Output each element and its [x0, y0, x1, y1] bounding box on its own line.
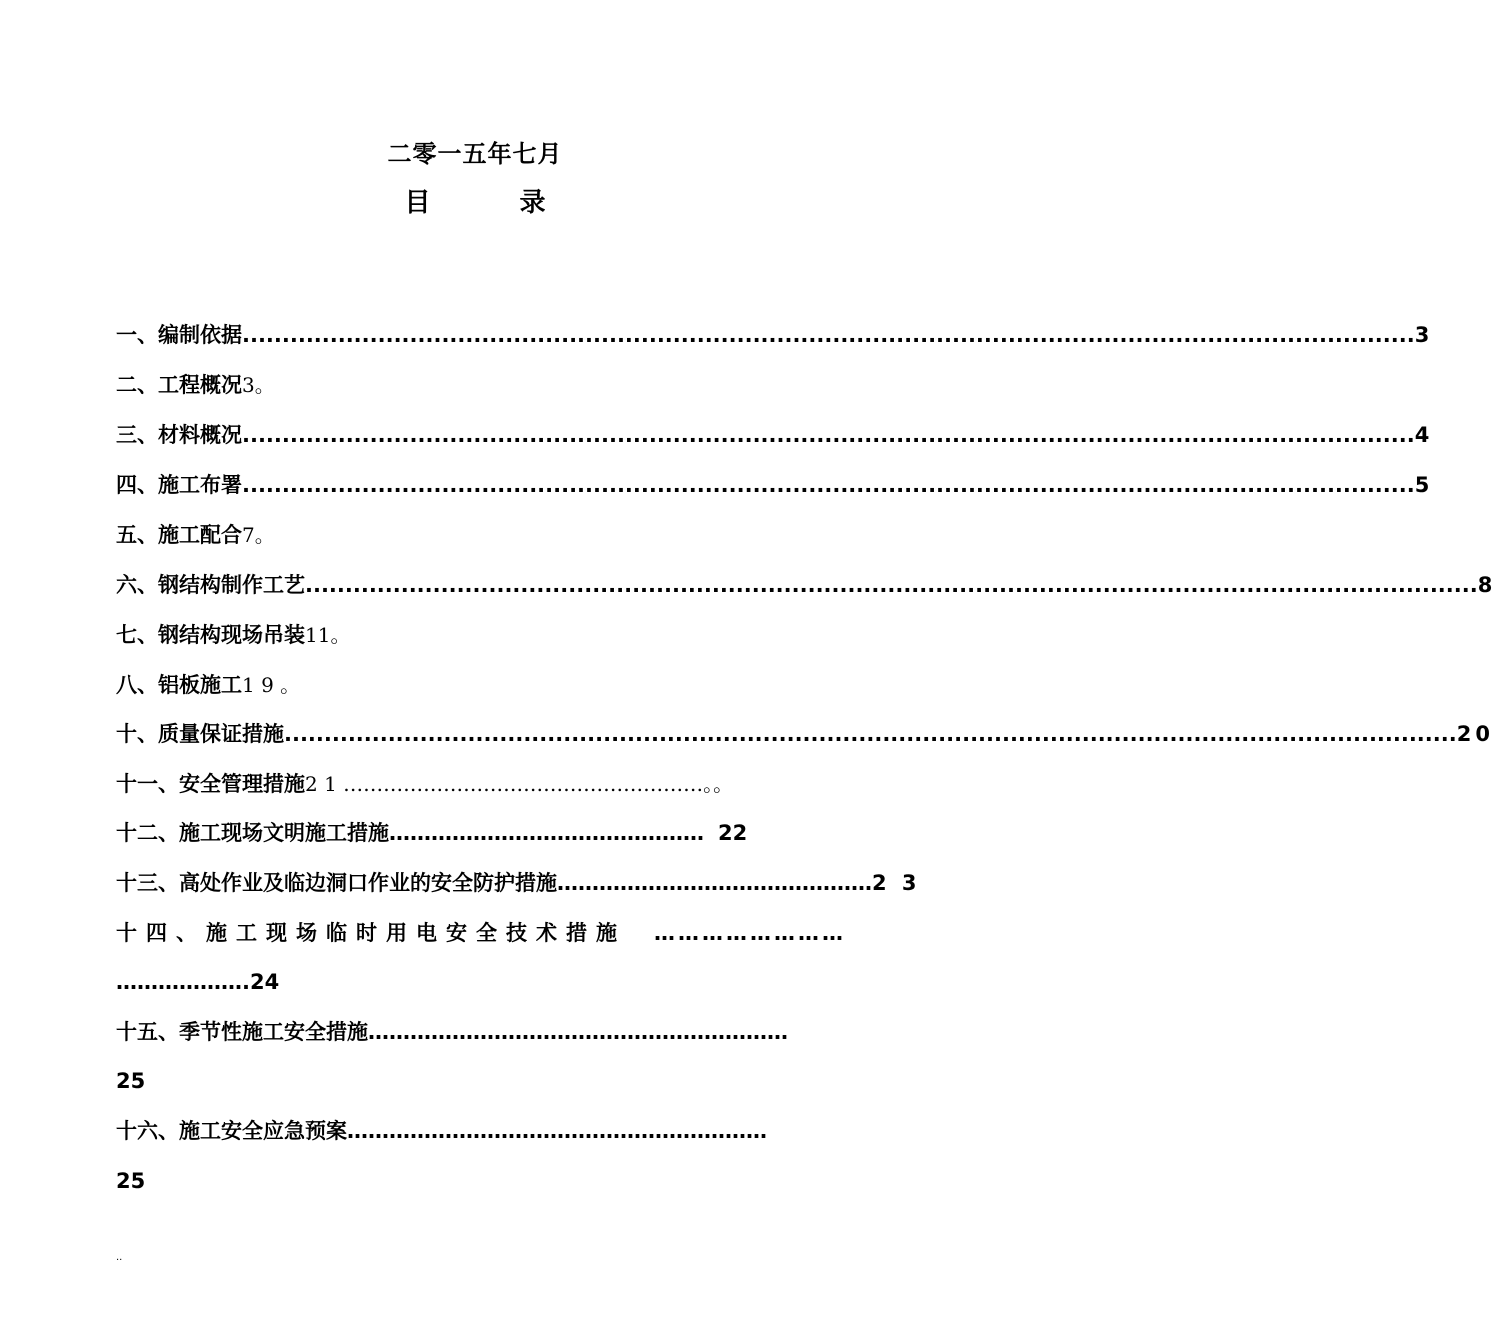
toc-entry[interactable] [116, 1116, 846, 1146]
toc-entry-continuation [116, 967, 846, 997]
toc-entry-page: 22 [718, 821, 748, 845]
toc-entry-leader: ................................................................................................................................................... [242, 323, 1415, 347]
toc-entry[interactable] [116, 620, 846, 650]
toc-entry-label: 十三、高处作业及临边洞口作业的安全防护措施 [116, 871, 557, 895]
toc-entry-label: 二、工程概况 [116, 373, 242, 397]
toc-entry-label: 三、材料概况 [116, 423, 242, 447]
toc-entry-page: 25 [116, 1069, 146, 1093]
toc-entry-continuation [116, 1066, 846, 1096]
toc-entry-leader: …………………………………………………… [347, 1119, 767, 1143]
toc-entry-label: 十五、季节性施工安全措施 [116, 1020, 368, 1044]
toc-entry-page: 7。 [242, 523, 275, 547]
toc-entry-page: 5 [1414, 473, 1430, 497]
toc-entry-label: 四、施工布署 [116, 473, 242, 497]
toc-entry-leader: ................................................................................................................................................... [284, 722, 1457, 746]
toc-entry[interactable] [116, 570, 1493, 600]
toc-title [0, 182, 950, 219]
toc-entry[interactable] [116, 420, 1430, 450]
toc-entry-leader: ................................................................................................................................................... [305, 573, 1478, 597]
toc-entry-leader: ................................................................................................................................................... [242, 473, 1415, 497]
toc-entry-label: 十一、安全管理措施 [116, 772, 305, 796]
toc-entry-leader: …………………… [654, 921, 846, 945]
toc-entry-page: 20 [1456, 722, 1494, 746]
toc-entry[interactable] [116, 868, 921, 898]
toc-title-left: 目 [404, 188, 431, 218]
toc-entry-page: 3。 [242, 373, 275, 397]
toc-entry[interactable] [116, 370, 846, 400]
toc-entry-leader: …………………………………………………… [368, 1020, 788, 1044]
toc-entry[interactable] [116, 918, 846, 948]
footer-mark: .. [116, 1252, 123, 1263]
toc-entry-label: 七、钢结构现场吊装 [116, 623, 305, 647]
toc-entry-continuation [116, 1166, 846, 1196]
toc-entry-label: 十四、施工现场临时用电安全技术措施 [116, 921, 626, 945]
toc-entry[interactable] [116, 818, 846, 848]
toc-entry[interactable] [116, 320, 1430, 350]
toc-entry-page: 2 1 ………………………………………………。。 [305, 772, 734, 796]
toc-entry-label: 五、施工配合 [116, 523, 242, 547]
toc-entry-label: 十二、施工现场文明施工措施 [116, 821, 389, 845]
toc-entry-page: 1 9 。 [242, 673, 301, 697]
document-date: 二零一五年七月 [387, 140, 563, 168]
toc-entry[interactable] [116, 520, 846, 550]
toc-entry[interactable] [116, 670, 846, 700]
toc-entry-page: 3 [1414, 323, 1430, 347]
toc-entry[interactable] [116, 719, 1494, 749]
toc-entry[interactable] [116, 769, 846, 799]
toc-entry[interactable] [116, 470, 1430, 500]
toc-entry-page: 11。 [305, 623, 351, 647]
toc-entry-leader: ……………………………………… [389, 821, 704, 845]
toc-entry-label: 十、质量保证措施 [116, 722, 284, 746]
toc-entry-page: 25 [116, 1169, 146, 1193]
toc-title-right: 录 [519, 188, 546, 218]
toc-entry-label: 八、铝板施工 [116, 673, 242, 697]
toc-entry-page: 8 [1477, 573, 1493, 597]
toc-entry-page: 2 3 [872, 871, 921, 895]
toc-entry-label: 六、钢结构制作工艺 [116, 573, 305, 597]
toc-entry-page: ……………….24 [116, 970, 280, 994]
toc-entry[interactable] [116, 1017, 846, 1047]
toc-entry-leader: ……………………………………… [557, 871, 872, 895]
toc-entry-leader: ................................................................................................................................................... [242, 423, 1415, 447]
toc-entry-page: 4 [1414, 423, 1430, 447]
toc-entry-label: 十六、施工安全应急预案 [116, 1119, 347, 1143]
toc-entry-label: 一、编制依据 [116, 323, 242, 347]
